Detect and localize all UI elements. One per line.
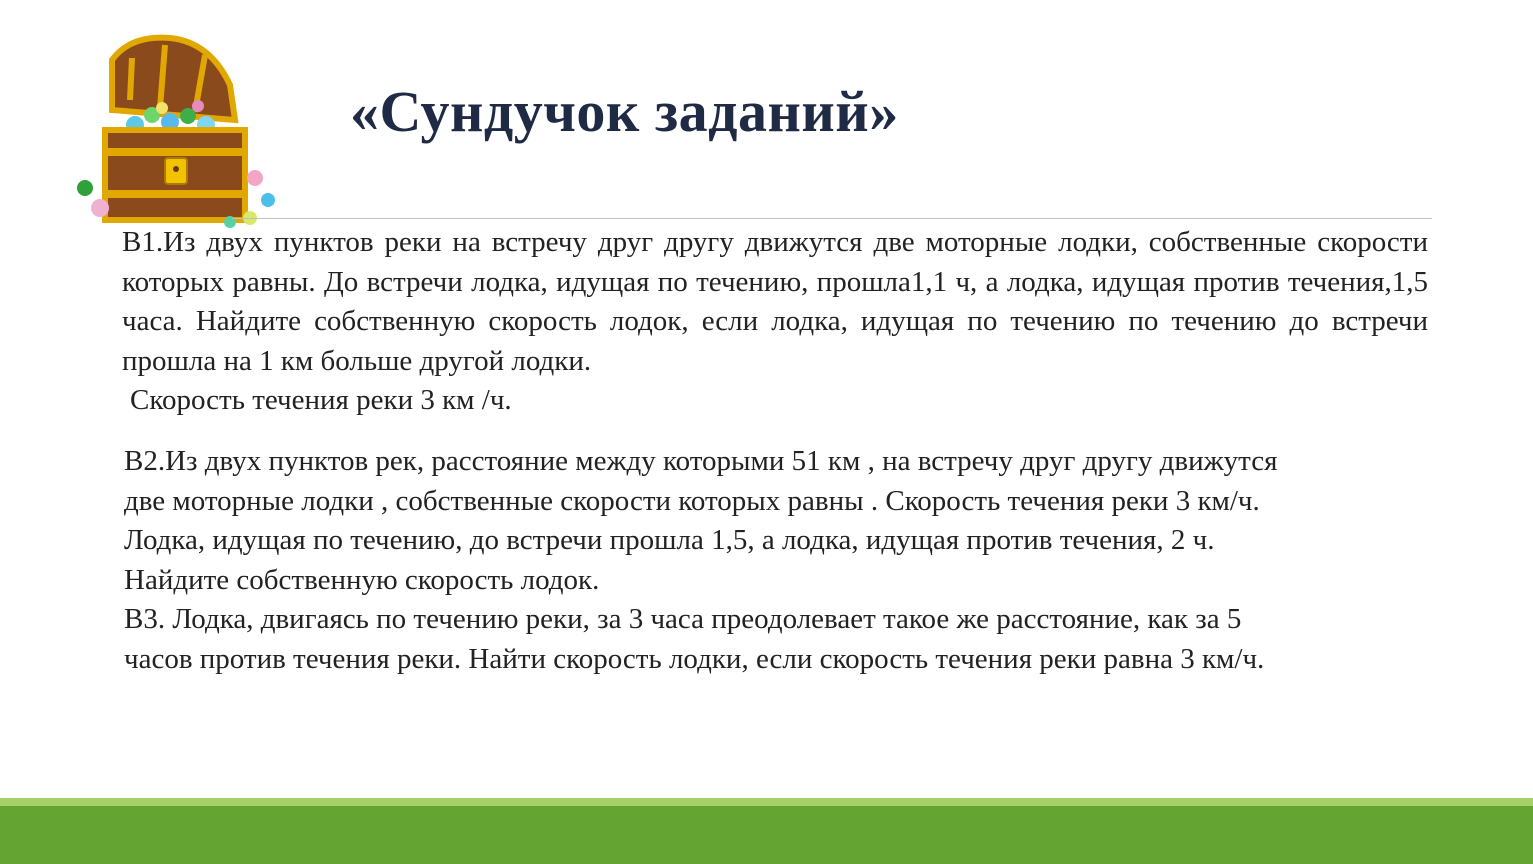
title-divider (232, 218, 1432, 219)
task-b2-line: Найдите собственную скорость лодок. (124, 563, 600, 596)
task-b3-line: часов против течения реки. Найти скорость лодки, если скорость течения реки равна 3 км/ч. (124, 642, 1265, 675)
treasure-chest-icon (70, 30, 280, 230)
task-b1-note: Скорость течения реки 3 км /ч. (130, 384, 512, 416)
footer-band-light (0, 798, 1533, 806)
task-b2-line: В2.Из двух пунктов рек, расстояние между которыми 51 км , на встречу друг другу движутся (124, 445, 1278, 477)
treasure-chest-graphic (70, 30, 280, 230)
task-b2-line: Лодка, идущая по течению, до встречи прошла 1,5, а лодка, идущая против течения, 2 ч. (124, 524, 1215, 556)
task-b1 (122, 223, 1428, 421)
task-b3-line: В3. Лодка, двигаясь по течению реки, за 3 часа преодолевает такое же расстояние, как за 5 (124, 603, 1242, 635)
slide-title: «Сундучок заданий» (350, 79, 899, 144)
task-b2-line: две моторные лодки , собственные скорости которых равны . Скорость течения реки 3 км/ч. (124, 484, 1260, 517)
footer-band (0, 806, 1533, 864)
task-b1-text: В1.Из двух пунктов реки на встречу друг другу движутся две моторные лодки, собственные скорости которых равны. До встречи лодка, идущая по течению, прошла1,1 ч, а лодка, идущая против течения,1,5 часа. Найдите собственную скорость лодок, если лодка, идущая по течению по течению до встречи прошла на 1 км больше другой лодки. (122, 226, 1428, 377)
tasks-b2-b3 (124, 442, 1424, 679)
